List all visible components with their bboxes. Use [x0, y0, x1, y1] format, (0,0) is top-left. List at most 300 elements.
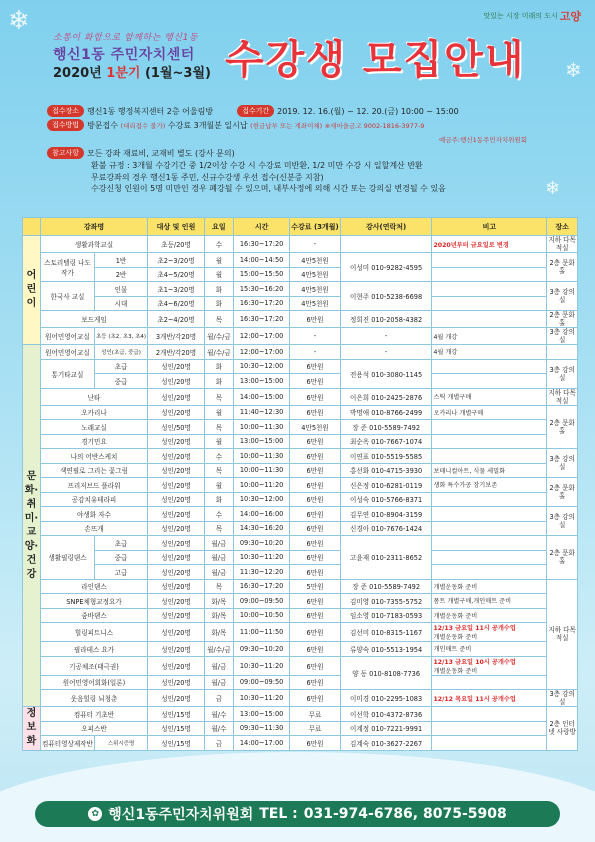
course-day: 월/금	[204, 565, 233, 580]
table-row	[23, 550, 578, 565]
table-row	[23, 434, 578, 449]
snowflake-icon: ❄	[8, 6, 30, 36]
table-row	[23, 656, 578, 675]
course-day: 금	[204, 736, 233, 751]
course-time: 10:00~10:50	[233, 608, 289, 623]
header-place: 장소	[547, 218, 578, 236]
table-row	[23, 236, 578, 253]
method-e: ※새마을금고 9002-1816-3977-9	[324, 121, 425, 130]
course-note	[432, 690, 547, 707]
course-time: 12:00~17:00	[233, 328, 289, 345]
course-day: 수	[204, 449, 233, 464]
table-row	[23, 311, 578, 328]
slogan: 소통이 화합으로 함께하는 행신1동	[53, 33, 199, 43]
course-target: 성인/20명	[148, 359, 205, 374]
course-fee: 무료	[290, 707, 341, 722]
course-note	[432, 311, 547, 328]
course-place: 3층 강의실	[547, 359, 578, 388]
course-fee: 4만5천원	[290, 420, 341, 435]
table-row	[23, 579, 578, 594]
course-note	[432, 656, 547, 675]
course-teacher: 이성미 010-9282-4595	[340, 253, 432, 282]
course-name: 야생화 자수	[40, 507, 147, 522]
course-time: 10:00~11:30	[233, 420, 289, 435]
table-row	[23, 594, 578, 609]
table-row	[23, 642, 578, 657]
course-subtype: 초급	[94, 359, 147, 374]
course-time: 16:30~17:20	[233, 236, 289, 253]
course-fee: 5만원	[290, 579, 341, 594]
course-time: 10:00~11:20	[233, 478, 289, 493]
note-text: 2020년부터 금요일로 변경	[433, 241, 509, 249]
info-section	[47, 104, 557, 195]
course-fee: 6만원	[290, 449, 341, 464]
note-text: 12/12 목요일 11시 공개수업	[433, 695, 516, 703]
note-text: 12/13 금요일 10시 공개수업	[433, 658, 516, 666]
course-fee: 6만원	[290, 565, 341, 580]
course-place: 지하 다목적실	[547, 579, 578, 690]
course-fee: 6만원	[290, 463, 341, 478]
course-day: 목	[204, 311, 233, 328]
course-fee: 6만원	[290, 608, 341, 623]
course-name: 힐링피트니스	[40, 623, 147, 642]
org-logo-icon: ✿	[88, 807, 102, 821]
place-tag: 접수장소	[47, 105, 84, 117]
course-place: 3층 강의실	[547, 328, 578, 345]
method-a: 방문접수	[87, 120, 118, 130]
course-target: 성인/20명	[148, 642, 205, 657]
course-teacher: 이계정 010-7221-9991	[340, 721, 432, 736]
period-text: 2019. 12. 16.(월) ~ 12. 20.(금) 10:00 ~ 15:00	[277, 106, 459, 116]
footer-tel-label: TEL :	[259, 806, 298, 822]
table-row	[23, 478, 578, 493]
course-time: 10:30~12:00	[233, 359, 289, 374]
course-note	[432, 623, 547, 642]
course-target: 성인/20명	[148, 388, 205, 405]
course-subtype: 시대	[94, 296, 147, 311]
course-note	[432, 449, 547, 464]
course-day: 월	[204, 434, 233, 449]
course-name: 오카리나	[40, 405, 147, 420]
course-target: 초2~4/20명	[148, 311, 205, 328]
course-time: 09:30~10:20	[233, 642, 289, 657]
course-name: 생활과학교실	[40, 236, 147, 253]
course-teacher: 김선미 010-8315-1167	[340, 623, 432, 642]
course-fee: 무료	[290, 721, 341, 736]
course-fee: 4만5천원	[290, 253, 341, 268]
course-place: 2층 문화홀	[547, 311, 578, 328]
course-name: SNPE체형교정요가	[40, 594, 147, 609]
method-tag: 접수방법	[47, 119, 84, 131]
course-note	[432, 707, 547, 722]
note-text: 개별운동화 준비	[433, 583, 478, 591]
course-name: 원어민영어교실	[40, 328, 94, 345]
course-target: 초4~5/20명	[148, 267, 205, 282]
course-time: 09:00~09:50	[233, 675, 289, 690]
table-row	[23, 420, 578, 435]
course-time: 09:30~11:30	[233, 721, 289, 736]
course-fee: 6만원	[290, 388, 341, 405]
course-teacher: 이연표 010-5519-5585	[340, 449, 432, 464]
course-fee: 6만원	[290, 536, 341, 551]
table-row	[23, 282, 578, 297]
course-target: 성인/20명	[148, 374, 205, 389]
course-note	[432, 405, 547, 420]
course-name: 색연필로 그리는 꽃그림	[40, 463, 147, 478]
snowflake-icon: ❄	[565, 58, 582, 82]
course-note	[432, 296, 547, 311]
course-fee: 6만원	[290, 736, 341, 751]
course-name: 원어민영어교실	[40, 345, 94, 360]
header-blank	[23, 218, 41, 236]
course-time: 10:30~11:20	[233, 656, 289, 675]
note-text: 생화 특수가공 장기보존	[433, 482, 498, 490]
table-row	[23, 463, 578, 478]
course-subtype: 중급	[94, 374, 147, 389]
course-fee: 6만원	[290, 521, 341, 536]
notes-tag: 참고사항	[47, 147, 84, 159]
table-row	[23, 449, 578, 464]
course-teacher: 홍선화 010-4715-3930	[340, 463, 432, 478]
course-subtype: 고급	[94, 565, 147, 580]
course-note	[432, 579, 547, 594]
course-note	[432, 374, 547, 389]
course-note	[432, 328, 547, 345]
table-row	[23, 345, 578, 360]
course-time: 15:00~15:50	[233, 267, 289, 282]
course-name: 한국사 교실	[40, 282, 94, 311]
course-day: 월/금	[204, 675, 233, 690]
course-fee: 6만원	[290, 311, 341, 328]
course-day: 수	[204, 236, 233, 253]
course-day: 월/수/금	[204, 345, 233, 360]
course-name: 노래교실	[40, 420, 147, 435]
course-name: 공감치유테라피	[40, 492, 147, 507]
course-fee: 6만원	[290, 507, 341, 522]
course-fee: 6만원	[290, 478, 341, 493]
course-time: 14:00~15:00	[233, 388, 289, 405]
course-day: 화	[204, 359, 233, 374]
course-teacher: 이성숙 010-5766-8371	[340, 492, 432, 507]
course-subtype: 중급	[94, 550, 147, 565]
category-label: 정보화	[23, 707, 41, 751]
header-time: 시간	[233, 218, 289, 236]
note-text: 12/13 금요일 11시 공개수업	[433, 625, 516, 632]
course-target: 성인/20명	[148, 507, 205, 522]
note-text: 개별운동화 준비	[433, 612, 478, 620]
course-target: 3개반/각20명	[148, 328, 205, 345]
course-target: 2개반/각20명	[148, 345, 205, 360]
table-row	[23, 507, 578, 522]
page-title: 수강생 모집안내	[225, 37, 526, 83]
course-note	[432, 565, 547, 580]
course-time: 10:00~11:30	[233, 449, 289, 464]
course-day: 화/목	[204, 623, 233, 642]
method-c: 수강료 3개월분 일시납	[167, 120, 248, 130]
note-text: 개인매트 준비	[433, 646, 472, 654]
course-table	[22, 217, 578, 751]
footer-tel: 031-974-6786, 8075-5908	[303, 806, 507, 822]
course-day: 월	[204, 405, 233, 420]
course-day: 월/금	[204, 656, 233, 675]
course-target: 성인/20명	[148, 565, 205, 580]
logo-subtext: 맛있는 시장 미래의 도시	[483, 12, 558, 20]
course-teacher: 김미영 010-7355-5752	[340, 594, 432, 609]
course-subtype: 2반	[94, 267, 147, 282]
course-target: 성인/20명	[148, 579, 205, 594]
note-line: 수강신청 인원이 5명 미만인 경우 폐강될 수 있으며, 내부사정에 의해 시간 또는 강의실 변경될 수 있음	[91, 184, 446, 193]
table-row	[23, 492, 578, 507]
course-teacher: 이선학 010-4372-8736	[340, 707, 432, 722]
info-row-notes	[47, 146, 557, 160]
course-time: 10:30~12:00	[233, 492, 289, 507]
course-target: 성인/20명	[148, 550, 205, 565]
course-day: 화/목	[204, 608, 233, 623]
course-name: 스토리텔링 나도 작가	[40, 253, 94, 282]
course-note	[432, 478, 547, 493]
table-row	[23, 296, 578, 311]
category-label: 문화·취미·교양·건강	[23, 345, 41, 707]
header-note: 비고	[432, 218, 547, 236]
course-fee: 6만원	[290, 374, 341, 389]
course-name: 생활필링댄스	[40, 536, 94, 580]
course-time: 13:00~15:00	[233, 707, 289, 722]
course-day: 화	[204, 282, 233, 297]
course-name: 나의 어반스케치	[40, 449, 147, 464]
course-teacher: 신경아 010-7676-1424	[340, 521, 432, 536]
course-target: 성인/20명	[148, 478, 205, 493]
course-fee: -	[290, 328, 341, 345]
course-time: 09:30~10:20	[233, 536, 289, 551]
course-day: 화	[204, 374, 233, 389]
course-subtype: 성인(초급, 중급)	[94, 345, 147, 360]
course-time: 15:30~16:20	[233, 282, 289, 297]
course-subtype: 인물	[94, 282, 147, 297]
course-time: 14:30~16:20	[233, 521, 289, 536]
course-name: 난타	[40, 388, 147, 405]
course-name: 손뜨개	[40, 521, 147, 536]
table-row	[23, 374, 578, 389]
table-row	[23, 675, 578, 690]
course-teacher: 김무연 010-8904-3159	[340, 507, 432, 522]
course-target: 성인/20명	[148, 521, 205, 536]
organization-name: 행신1동 주민자치센터	[53, 47, 195, 63]
course-target: 성인/20명	[148, 434, 205, 449]
course-subtype: 초등 (초2, 초3, 초4)	[94, 328, 147, 345]
info-row-method	[47, 118, 557, 132]
course-fee: 6만원	[290, 642, 341, 657]
course-name: 라인댄스	[40, 579, 147, 594]
table-row	[23, 707, 578, 722]
course-target: 초1~3/20명	[148, 282, 205, 297]
course-note	[432, 675, 547, 690]
course-fee: 6만원	[290, 359, 341, 374]
period-line	[53, 62, 211, 81]
course-name: 필라테스 요가	[40, 642, 147, 657]
note-text: 스틱 개별구매	[433, 394, 472, 401]
course-note	[432, 434, 547, 449]
course-note	[432, 253, 547, 268]
course-time: 13:00~15:00	[233, 434, 289, 449]
course-subtype: 1반	[94, 253, 147, 268]
course-target: 성인/20명	[148, 492, 205, 507]
course-name: 통기타교실	[40, 359, 94, 388]
course-place	[547, 345, 578, 360]
course-day: 목	[204, 521, 233, 536]
course-teacher: 양 동 010-8108-7736	[340, 656, 432, 690]
course-teacher: -	[340, 345, 432, 360]
course-target: 초2~3/20명	[148, 253, 205, 268]
course-note	[432, 536, 547, 551]
course-time: 09:00~09:50	[233, 594, 289, 609]
course-note	[432, 550, 547, 565]
note-text-2: 개별운동화 준비	[433, 634, 478, 641]
course-note	[432, 594, 547, 609]
course-time: 10:30~11:20	[233, 550, 289, 565]
course-place: 3층 강의실	[547, 507, 578, 536]
course-day: 월/금	[204, 550, 233, 565]
table-row	[23, 623, 578, 642]
course-name: 보드게임	[40, 311, 147, 328]
course-teacher: 류양숙 010-5513-1954	[340, 642, 432, 657]
course-day: 월/수/금	[204, 328, 233, 345]
course-target: 초4~6/20명	[148, 296, 205, 311]
course-time: 14:00~14:50	[233, 253, 289, 268]
course-day: 월/수/금	[204, 642, 233, 657]
period-months: (1월~3월)	[144, 66, 211, 81]
method-b: (대리접수 불가)	[120, 121, 166, 130]
header-day: 요일	[204, 218, 233, 236]
course-place: 2층 인터넷 사랑방	[547, 707, 578, 751]
info-row-place	[47, 104, 557, 118]
course-target: 성인/20명	[148, 449, 205, 464]
course-teacher: 정희진 010-2058-4382	[340, 311, 432, 328]
course-target: 성인/20명	[148, 656, 205, 675]
course-target: 초등/20명	[148, 236, 205, 253]
course-target: 성인/20명	[148, 690, 205, 707]
note-text: 폼트 개별구매,개인매트 준비	[433, 598, 512, 606]
course-note	[432, 267, 547, 282]
table-row	[23, 608, 578, 623]
course-time: 12:00~17:00	[233, 345, 289, 360]
course-fee: 6만원	[290, 675, 341, 690]
course-time: 16:30~17:20	[233, 296, 289, 311]
course-target: 성인/15명	[148, 721, 205, 736]
course-day: 목	[204, 388, 233, 405]
note-text: 4월 개강	[433, 349, 458, 357]
course-note	[432, 345, 547, 360]
note-line: 모든 강좌 재료비, 교재비 별도 (강사 문의)	[87, 148, 235, 158]
course-note	[432, 521, 547, 536]
course-name: 컴퓨터 기초반	[40, 707, 147, 722]
course-fee: -	[290, 345, 341, 360]
course-teacher: 김계숙 010-3627-2267	[340, 736, 432, 751]
course-note	[432, 388, 547, 405]
note-line: 환불 규정 : 3개월 수강기간 중 1/2이상 수강 시 수강료 미반환, 1/2 미만 수강 시 일할계산 반환	[91, 161, 423, 170]
course-note	[432, 463, 547, 478]
course-place: 2층 문화홀	[547, 253, 578, 282]
course-note	[432, 420, 547, 435]
note-text: 보태니컬아트, 식물 세밀화	[433, 467, 506, 475]
snowflake-icon: ❄	[545, 178, 561, 199]
course-subtype: 초급	[94, 536, 147, 551]
course-note	[432, 507, 547, 522]
course-name: 컴퓨터영상제작반	[40, 736, 94, 751]
course-fee: 6만원	[290, 434, 341, 449]
course-fee: 4만5천원	[290, 267, 341, 282]
course-name: 프리저브드 플라워	[40, 478, 147, 493]
course-time: 11:00~11:50	[233, 623, 289, 642]
course-target: 성인/20명	[148, 623, 205, 642]
course-fee: 6만원	[290, 623, 341, 642]
course-teacher: 고윤재 010-2311-8652	[340, 536, 432, 580]
course-teacher: 이미경 010-2295-1083	[340, 690, 432, 707]
footer-bar	[35, 801, 560, 827]
note-text: 4월 개강	[433, 333, 458, 341]
notes-list	[47, 160, 557, 195]
course-time: 14:00~17:00	[233, 736, 289, 751]
footer-org: 행신1동주민자치위원회	[108, 807, 254, 823]
course-target: 성인/20명	[148, 608, 205, 623]
place-text: 행신1동 행정복지센터 2층 어울림방	[87, 106, 214, 116]
category-label: 어린이	[23, 236, 41, 345]
table-row	[23, 328, 578, 345]
table-row	[23, 267, 578, 282]
course-teacher: 이은희 010-2425-2876	[340, 388, 432, 405]
course-note	[432, 642, 547, 657]
course-time: 14:00~16:00	[233, 507, 289, 522]
course-note	[432, 282, 547, 297]
course-teacher: -	[340, 328, 432, 345]
account-holder: 예금주:행신1동주민자치위원회	[439, 135, 527, 144]
course-name: 오피스반	[40, 721, 147, 736]
note-line: 무료강좌의 경우 행신1동 주민, 신규수강생 우선 접수(신분증 지참)	[91, 172, 324, 182]
course-target: 성인/20명	[148, 675, 205, 690]
course-time: 11:40~12:30	[233, 405, 289, 420]
course-fee: 6만원	[290, 594, 341, 609]
course-name: 원어민영어회화(일론)	[40, 675, 147, 690]
course-teacher: 이현주 010-5238-6698	[340, 282, 432, 311]
table-row	[23, 565, 578, 580]
note-text: 오카리나 개별구매	[433, 409, 484, 417]
snow-hill-decoration	[0, 752, 595, 842]
course-place: 3층 강의실	[547, 690, 578, 707]
course-teacher: 임소영 010-7183-0593	[340, 608, 432, 623]
period-quarter: 1분기	[106, 66, 141, 81]
course-place: 2층 문화홀	[547, 478, 578, 507]
course-day: 목	[204, 579, 233, 594]
table-row	[23, 721, 578, 736]
course-name: 기공체조(태극권)	[40, 656, 147, 675]
course-fee: 4만5천원	[290, 296, 341, 311]
course-day: 월/금	[204, 536, 233, 551]
table-row	[23, 359, 578, 374]
course-day: 목	[204, 463, 233, 478]
course-teacher: 신은정 010-6281-0119	[340, 478, 432, 493]
course-day: 월	[204, 478, 233, 493]
course-time: 13:00~15:00	[233, 374, 289, 389]
course-time: 16:30~17:20	[233, 579, 289, 594]
course-target: 성인/20명	[148, 594, 205, 609]
table-row	[23, 536, 578, 551]
logo-text: 고양	[559, 10, 581, 23]
course-fee: 6만원	[290, 492, 341, 507]
info-row-account	[47, 132, 557, 146]
course-time: 10:30~11:20	[233, 690, 289, 707]
table-header-row	[23, 218, 578, 236]
course-place: 2층 문화홀	[547, 405, 578, 449]
course-fee: 6만원	[290, 656, 341, 675]
